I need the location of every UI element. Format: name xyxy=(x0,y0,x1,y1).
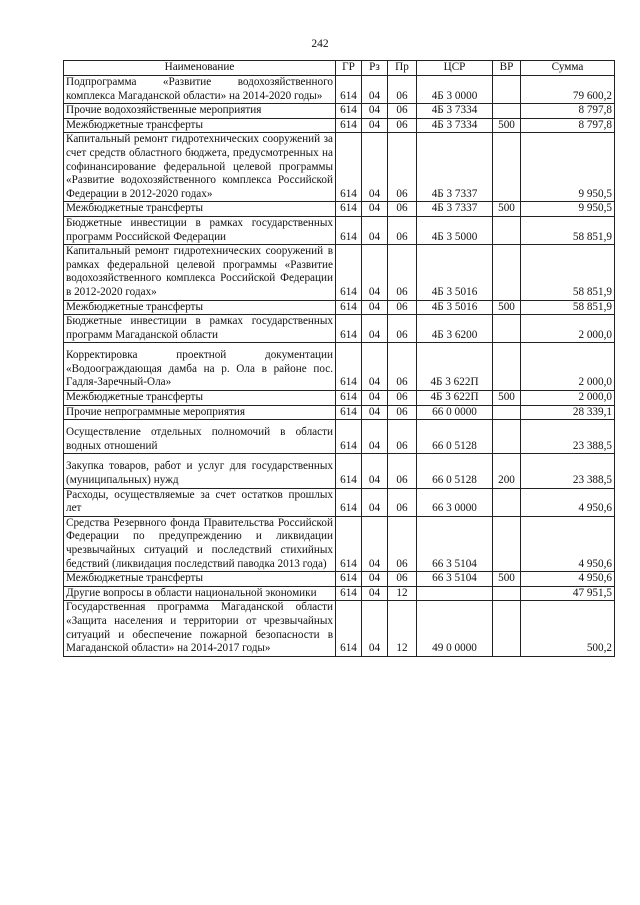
row-rz: 04 xyxy=(362,405,388,420)
row-csr: 66 3 5104 xyxy=(417,516,493,571)
table-row xyxy=(64,202,615,217)
row-pr: 06 xyxy=(388,405,417,420)
row-pr: 06 xyxy=(388,420,417,454)
table-row xyxy=(64,601,615,656)
row-sum: 4 950,6 xyxy=(521,572,615,587)
row-name: Межбюджетные трансферты xyxy=(64,391,336,406)
row-gr: 614 xyxy=(336,343,362,391)
row-sum: 4 950,6 xyxy=(521,488,615,516)
row-sum: 500,2 xyxy=(521,601,615,656)
row-vr xyxy=(493,586,521,601)
row-name: Другие вопросы в области национальной экономики xyxy=(64,586,336,601)
row-rz: 04 xyxy=(362,245,388,300)
row-vr xyxy=(493,315,521,343)
row-gr: 614 xyxy=(336,216,362,244)
row-pr: 06 xyxy=(388,202,417,217)
row-sum: 58 851,9 xyxy=(521,216,615,244)
row-vr: 500 xyxy=(493,391,521,406)
row-vr xyxy=(493,76,521,104)
table-row xyxy=(64,133,615,202)
row-sum: 58 851,9 xyxy=(521,245,615,300)
table-row xyxy=(64,76,615,104)
row-csr: 4Б 3 622П xyxy=(417,391,493,406)
header-pr: Пр xyxy=(388,61,417,76)
row-name: Бюджетные инвестиции в рамках государственных программ Магаданской области xyxy=(64,315,336,343)
row-vr xyxy=(493,133,521,202)
row-name: Корректировка проектной документации «Водоограждающая дамба на р. Ола в районе пос. Гадля-Заречный-Ола» xyxy=(64,343,336,391)
row-name: Бюджетные инвестиции в рамках государственных программ Российской Федерации xyxy=(64,216,336,244)
row-sum: 2 000,0 xyxy=(521,315,615,343)
row-csr: 4Б 3 5000 xyxy=(417,216,493,244)
row-csr: 66 0 5128 xyxy=(417,454,493,488)
row-sum: 23 388,5 xyxy=(521,420,615,454)
row-pr: 06 xyxy=(388,391,417,406)
row-csr: 66 3 0000 xyxy=(417,488,493,516)
row-rz: 04 xyxy=(362,586,388,601)
row-gr: 614 xyxy=(336,405,362,420)
row-pr: 06 xyxy=(388,104,417,119)
row-rz: 04 xyxy=(362,216,388,244)
header-sum: Сумма xyxy=(521,61,615,76)
table-row xyxy=(64,454,615,488)
row-rz: 04 xyxy=(362,391,388,406)
row-pr: 06 xyxy=(388,216,417,244)
table-body xyxy=(64,76,615,657)
row-pr: 06 xyxy=(388,488,417,516)
row-vr xyxy=(493,420,521,454)
row-gr: 614 xyxy=(336,572,362,587)
table-row xyxy=(64,572,615,587)
row-name: Осуществление отдельных полномочий в области водных отношений xyxy=(64,420,336,454)
row-vr xyxy=(493,104,521,119)
table-header-row xyxy=(64,61,615,76)
row-vr: 500 xyxy=(493,300,521,315)
row-csr: 4Б 3 7334 xyxy=(417,104,493,119)
row-rz: 04 xyxy=(362,601,388,656)
header-rz: Рз xyxy=(362,61,388,76)
row-pr: 06 xyxy=(388,300,417,315)
row-vr xyxy=(493,343,521,391)
row-rz: 04 xyxy=(362,300,388,315)
row-vr: 200 xyxy=(493,454,521,488)
row-vr: 500 xyxy=(493,118,521,133)
row-gr: 614 xyxy=(336,391,362,406)
budget-table xyxy=(63,60,615,657)
row-name: Межбюджетные трансферты xyxy=(64,572,336,587)
row-rz: 04 xyxy=(362,343,388,391)
row-sum: 28 339,1 xyxy=(521,405,615,420)
row-name: Закупка товаров, работ и услуг для государственных (муниципальных) нужд xyxy=(64,454,336,488)
header-csr: ЦСР xyxy=(417,61,493,76)
row-csr: 49 0 0000 xyxy=(417,601,493,656)
row-pr: 06 xyxy=(388,454,417,488)
row-pr: 06 xyxy=(388,76,417,104)
table-row xyxy=(64,300,615,315)
row-gr: 614 xyxy=(336,315,362,343)
row-vr xyxy=(493,245,521,300)
row-gr: 614 xyxy=(336,601,362,656)
row-gr: 614 xyxy=(336,245,362,300)
table-row xyxy=(64,516,615,571)
row-gr: 614 xyxy=(336,420,362,454)
row-sum: 9 950,5 xyxy=(521,133,615,202)
row-csr: 4Б 3 622П xyxy=(417,343,493,391)
row-vr xyxy=(493,405,521,420)
table-row xyxy=(64,245,615,300)
row-name: Средства Резервного фонда Правительства Российской Федерации по предупреждению и ликвидации чрезвычайных ситуаций и последствий стихийных бедствий (ликвидация последствий паводка 2013 года) xyxy=(64,516,336,571)
row-gr: 614 xyxy=(336,516,362,571)
header-name: Наименование xyxy=(64,61,336,76)
row-gr: 614 xyxy=(336,133,362,202)
row-csr: 4Б 3 5016 xyxy=(417,245,493,300)
row-pr: 06 xyxy=(388,315,417,343)
table-row xyxy=(64,391,615,406)
row-pr: 06 xyxy=(388,118,417,133)
row-csr: 4Б 3 6200 xyxy=(417,315,493,343)
table-row xyxy=(64,216,615,244)
row-rz: 04 xyxy=(362,133,388,202)
page-number: 242 xyxy=(311,38,329,50)
row-gr: 614 xyxy=(336,118,362,133)
row-name: Капитальный ремонт гидротехнических сооружений за счет средств областного бюджета, предусмотренных на софинансирование федеральной целевой программы «Развитие водохозяйственного комплекса Российской Федерации в 2012-2020 годах» xyxy=(64,133,336,202)
row-pr: 12 xyxy=(388,601,417,656)
table-row xyxy=(64,104,615,119)
row-csr xyxy=(417,586,493,601)
row-gr: 614 xyxy=(336,454,362,488)
row-name: Межбюджетные трансферты xyxy=(64,118,336,133)
row-csr: 4Б 3 7337 xyxy=(417,133,493,202)
table-row xyxy=(64,405,615,420)
row-csr: 4Б 3 7334 xyxy=(417,118,493,133)
row-gr: 614 xyxy=(336,488,362,516)
row-pr: 06 xyxy=(388,245,417,300)
row-sum: 2 000,0 xyxy=(521,343,615,391)
row-pr: 12 xyxy=(388,586,417,601)
row-name: Прочие непрограммные мероприятия xyxy=(64,405,336,420)
row-gr: 614 xyxy=(336,300,362,315)
header-gr: ГР xyxy=(336,61,362,76)
row-rz: 04 xyxy=(362,315,388,343)
row-rz: 04 xyxy=(362,118,388,133)
row-gr: 614 xyxy=(336,76,362,104)
row-csr: 66 0 0000 xyxy=(417,405,493,420)
row-sum: 47 951,5 xyxy=(521,586,615,601)
row-rz: 04 xyxy=(362,76,388,104)
row-name: Расходы, осуществляемые за счет остатков прошлых лет xyxy=(64,488,336,516)
row-sum: 2 000,0 xyxy=(521,391,615,406)
row-vr xyxy=(493,488,521,516)
row-gr: 614 xyxy=(336,202,362,217)
row-name: Межбюджетные трансферты xyxy=(64,300,336,315)
row-name: Государственная программа Магаданской области «Защита населения и территории от чрезвычайных ситуаций и обеспечение пожарной безопасности в Магаданской области» на 2014-2017 годы» xyxy=(64,601,336,656)
table-row xyxy=(64,315,615,343)
row-name: Прочие водохозяйственные мероприятия xyxy=(64,104,336,119)
row-csr: 4Б 3 7337 xyxy=(417,202,493,217)
row-gr: 614 xyxy=(336,104,362,119)
row-gr: 614 xyxy=(336,586,362,601)
row-pr: 06 xyxy=(388,572,417,587)
row-name: Подпрограмма «Развитие водохозяйственного комплекса Магаданской области» на 2014-2020 годы» xyxy=(64,76,336,104)
header-vr: ВР xyxy=(493,61,521,76)
table-row xyxy=(64,586,615,601)
row-sum: 4 950,6 xyxy=(521,516,615,571)
row-pr: 06 xyxy=(388,516,417,571)
row-vr xyxy=(493,216,521,244)
row-rz: 04 xyxy=(362,420,388,454)
row-csr: 66 3 5104 xyxy=(417,572,493,587)
table-row xyxy=(64,488,615,516)
row-sum: 8 797,8 xyxy=(521,118,615,133)
row-sum: 9 950,5 xyxy=(521,202,615,217)
row-sum: 23 388,5 xyxy=(521,454,615,488)
row-name: Капитальный ремонт гидротехнических сооружений в рамках федеральной целевой программы «Развитие водохозяйственного комплекса Российской Федерации в 2012-2020 годах» xyxy=(64,245,336,300)
row-rz: 04 xyxy=(362,516,388,571)
row-csr: 4Б 3 0000 xyxy=(417,76,493,104)
table-row xyxy=(64,118,615,133)
row-pr: 06 xyxy=(388,343,417,391)
row-sum: 79 600,2 xyxy=(521,76,615,104)
row-rz: 04 xyxy=(362,202,388,217)
row-vr xyxy=(493,601,521,656)
row-sum: 8 797,8 xyxy=(521,104,615,119)
table-row xyxy=(64,343,615,391)
row-name: Межбюджетные трансферты xyxy=(64,202,336,217)
row-vr: 500 xyxy=(493,202,521,217)
row-csr: 4Б 3 5016 xyxy=(417,300,493,315)
row-rz: 04 xyxy=(362,454,388,488)
row-pr: 06 xyxy=(388,133,417,202)
row-sum: 58 851,9 xyxy=(521,300,615,315)
row-vr: 500 xyxy=(493,572,521,587)
row-rz: 04 xyxy=(362,104,388,119)
row-rz: 04 xyxy=(362,488,388,516)
table-row xyxy=(64,420,615,454)
row-vr xyxy=(493,516,521,571)
row-csr: 66 0 5128 xyxy=(417,420,493,454)
row-rz: 04 xyxy=(362,572,388,587)
